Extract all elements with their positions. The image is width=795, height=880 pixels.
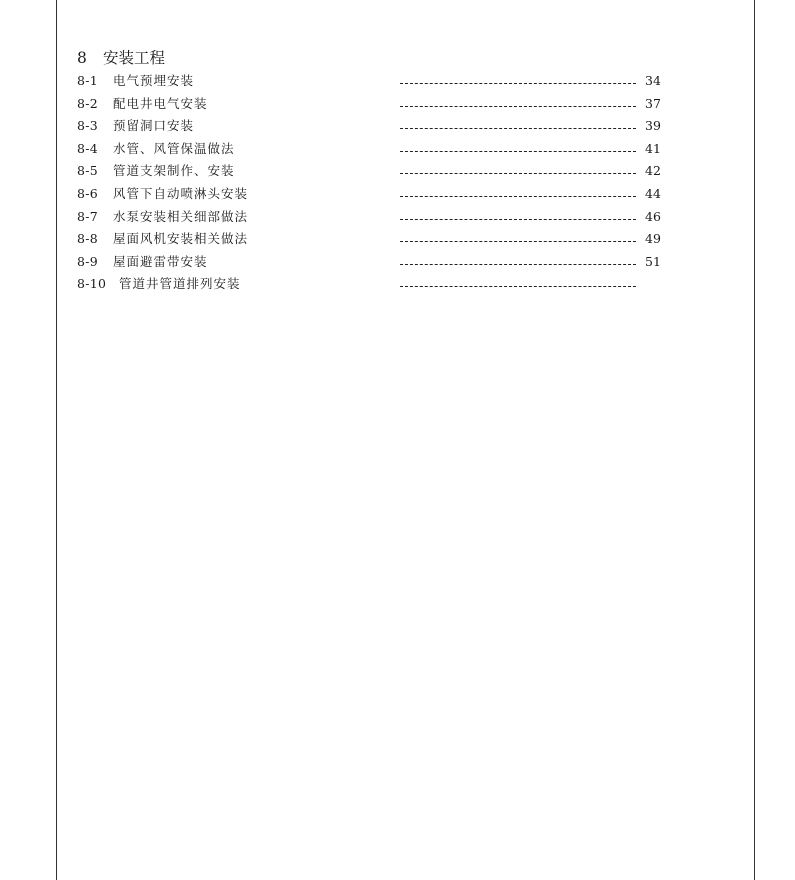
toc-entry-page: 39 [645, 118, 661, 134]
toc-leader-line [400, 286, 636, 287]
toc-entry-page: 51 [645, 253, 661, 269]
toc-entry[interactable] [77, 140, 697, 163]
toc-entry-page: 49 [645, 231, 661, 247]
toc-entry-number: 8-5 [77, 163, 99, 179]
toc-leader-line [400, 264, 636, 265]
toc-entry[interactable] [77, 275, 697, 298]
document-page [56, 0, 755, 880]
toc-entry[interactable] [77, 230, 697, 253]
toc-entry-title: 屋面避雷带安装 [113, 253, 208, 269]
toc-entry[interactable] [77, 72, 697, 95]
toc-entry-title: 管道井管道排列安装 [119, 276, 241, 292]
toc-entry-page: 44 [645, 185, 661, 201]
section-heading [77, 48, 165, 68]
toc-leader-line [400, 241, 636, 242]
toc-entry[interactable] [77, 117, 697, 140]
toc-entry[interactable] [77, 95, 697, 118]
toc-leader-line [400, 106, 636, 107]
toc-leader-line [400, 83, 636, 84]
toc-entry-title: 屋面风机安装相关做法 [113, 231, 249, 247]
toc-leader-line [400, 219, 636, 220]
toc-entry-title: 预留洞口安装 [113, 118, 195, 134]
toc-entry-title: 水管、风管保温做法 [113, 140, 235, 156]
toc-entry-number: 8-10 [77, 276, 107, 292]
toc-leader-line [400, 196, 636, 197]
toc-entry-number: 8-7 [77, 208, 99, 224]
toc-leader-line [400, 151, 636, 152]
section-title: 安装工程 [103, 49, 166, 67]
toc-entry-number: 8-3 [77, 118, 99, 134]
toc-entry-title: 管道支架制作、安装 [113, 163, 235, 179]
toc-entry-number: 8-2 [77, 95, 99, 111]
toc-entry-page: 46 [645, 208, 661, 224]
toc-entry-page: 37 [645, 95, 661, 111]
toc-entry-number: 8-6 [77, 185, 99, 201]
toc-entry-page: 41 [645, 140, 661, 156]
toc-entry-page: 34 [645, 73, 661, 88]
toc-entry[interactable] [77, 185, 697, 208]
toc-entry[interactable] [77, 208, 697, 231]
toc-entry-title: 水泵安装相关细部做法 [113, 208, 249, 224]
toc-entry-number: 8-8 [77, 231, 99, 247]
toc-entry[interactable] [77, 253, 697, 276]
table-of-contents [77, 72, 697, 298]
toc-entry-number: 8-4 [77, 140, 99, 156]
section-number: 8 [77, 49, 87, 67]
toc-entry-title: 配电井电气安装 [113, 95, 208, 111]
toc-leader-line [400, 128, 636, 129]
toc-entry-title: 风管下自动喷淋头安装 [113, 185, 249, 201]
toc-entry-number: 8-1 [77, 73, 99, 88]
toc-entry-title: 电气预埋安装 [113, 73, 195, 88]
toc-leader-line [400, 173, 636, 174]
toc-entry-page: 42 [645, 163, 661, 179]
toc-entry-number: 8-9 [77, 253, 99, 269]
toc-entry[interactable] [77, 162, 697, 185]
